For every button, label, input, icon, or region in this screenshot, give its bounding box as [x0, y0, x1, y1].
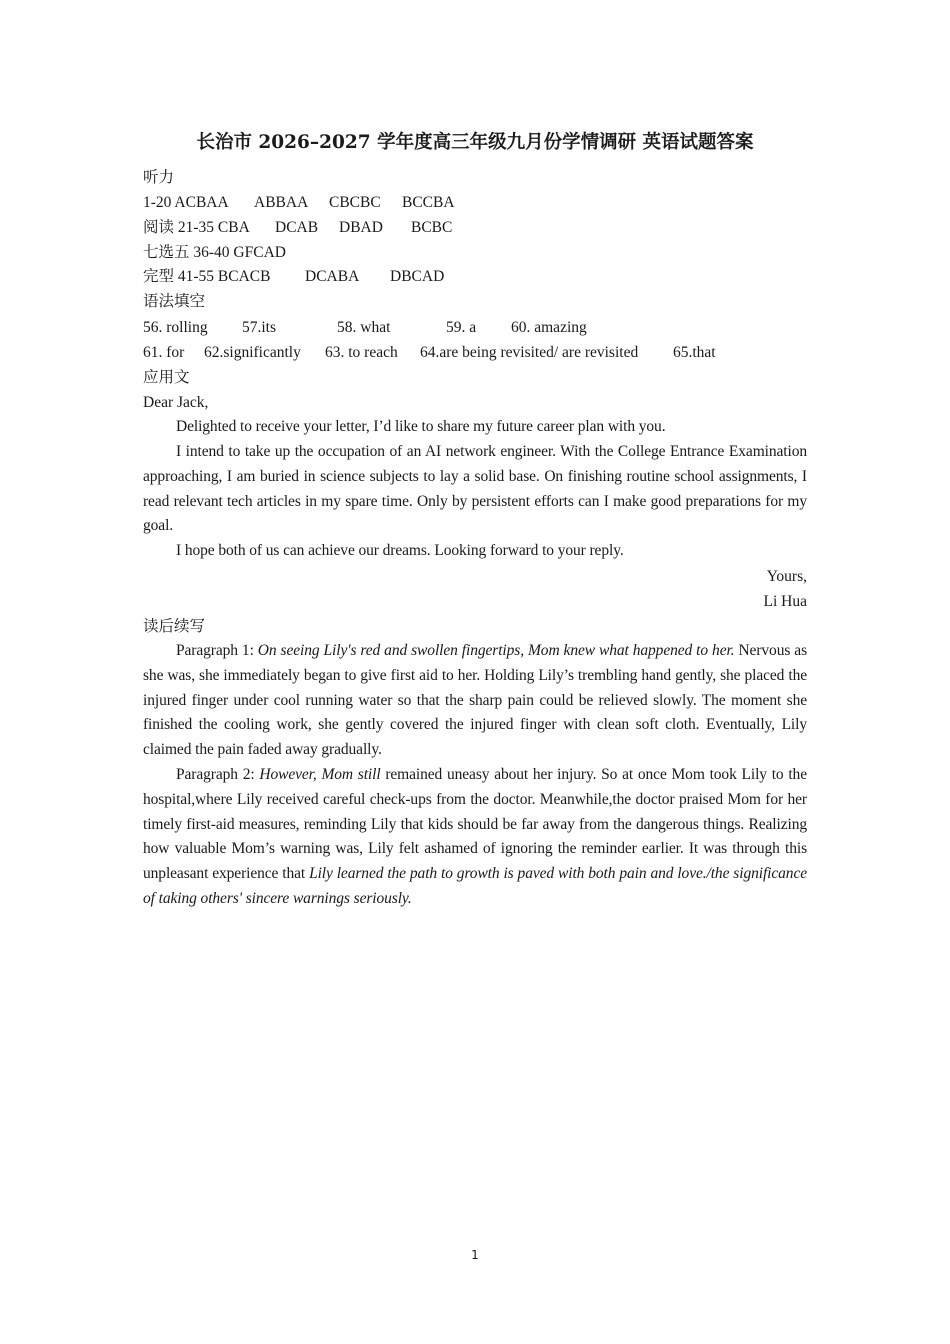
grammar-60: 60. amazing — [511, 319, 587, 336]
continuation-heading: 读后续写 — [143, 618, 206, 635]
letter-closing: Yours, — [766, 568, 807, 585]
continuation-paragraph-2 — [143, 763, 807, 912]
grammar-58: 58. what — [337, 319, 391, 336]
page-title: 长治市 2026–2027 学年度高三年级九月份学情调研 英语试题答案 — [196, 132, 754, 153]
continuation-paragraph-1 — [143, 639, 807, 763]
grammar-65: 65.that — [673, 344, 716, 361]
reading-group-1: 阅读 21-35 CBA — [143, 219, 250, 236]
grammar-61: 61. for — [143, 344, 185, 361]
letter-paragraph-3: I hope both of us can achieve our dreams. Looking forward to your reply. — [176, 542, 624, 559]
cloze-answers — [143, 267, 444, 287]
grammar-56: 56. rolling — [143, 319, 208, 336]
reading-answers — [143, 218, 452, 238]
grammar-62: 62.significantly — [204, 344, 301, 361]
seven-five-answers: 七选五 36-40 GFCAD — [143, 244, 286, 261]
listening-group-1: 1-20 ACBAA — [143, 194, 229, 211]
listening-group-4: BCCBA — [402, 194, 455, 211]
page-number: 1 — [471, 1248, 479, 1262]
reading-group-4: BCBC — [411, 219, 453, 236]
grammar-row-2 — [143, 343, 716, 363]
cloze-group-2: DCABA — [305, 268, 360, 285]
paragraph-1-body: Nervous as she was, she immediately began to give first aid to her. Holding Lily’s trembling hand gently, she placed the injured finger under cool running water so that the sharp pain could be relieved slowly. The moment she finished the cooling work, she gently covered the injured finger with clean soft cloth. Eventually, Lily claimed the pain faded away gradually. — [143, 642, 807, 759]
reading-group-3: DBAD — [339, 219, 383, 236]
cloze-group-3: DBCAD — [390, 268, 445, 285]
grammar-59: 59. a — [446, 319, 477, 336]
reading-group-2: DCAB — [275, 219, 319, 236]
listening-heading: 听力 — [143, 169, 175, 186]
letter-signature: Li Hua — [763, 593, 807, 610]
practical-heading: 应用文 — [143, 369, 190, 386]
letter-paragraph-1: Delighted to receive your letter, I’d like to share my future career plan with you. — [176, 418, 666, 435]
cloze-group-1: 完型 41-55 BCACB — [143, 268, 271, 285]
paragraph-2-opening: However, Mom still — [259, 766, 381, 783]
paragraph-1-label: Paragraph 1: — [176, 642, 258, 659]
listening-group-3: CBCBC — [329, 194, 381, 211]
grammar-63: 63. to reach — [325, 344, 398, 361]
paragraph-2-label: Paragraph 2: — [176, 766, 260, 783]
grammar-57: 57.its — [242, 319, 277, 336]
paragraph-2-body: remained uneasy about her injury. So at once Mom took Lily to the hospital,where Lily received careful check-ups from the doctor. Meanwhile,the doctor praised Mom for her timely first-aid measures, reminding Lily that kids should be far away from the dangerous things. Realizing how valuable Mom’s warning was, Lily felt ashamed of ignoring the reminder earlier. It was through this unpleasant experience that — [143, 766, 807, 883]
letter-greeting: Dear Jack, — [143, 394, 209, 411]
listening-answers — [143, 193, 455, 213]
paragraph-2-ending: Lily learned the path to growth is paved with both pain and love./the significance of taking others' sincere warnings seriously. — [143, 865, 808, 907]
listening-group-2: ABBAA — [254, 194, 309, 211]
paragraph-1-opening: On seeing Lily's red and swollen fingertips, Mom knew what happened to her. — [257, 642, 735, 659]
letter-paragraph-2: I intend to take up the occupation of an AI network engineer. With the College Entrance Examination approaching, I am buried in science subjects to lay a solid base. On finishing routine school assignments, I read relevant tech articles in my spare time. Only by persistent efforts can I make good preparations for my goal. — [143, 443, 807, 535]
grammar-heading: 语法填空 — [143, 293, 206, 310]
grammar-64: 64.are being revisited/ are revisited — [420, 344, 639, 361]
grammar-row-1 — [143, 318, 587, 338]
